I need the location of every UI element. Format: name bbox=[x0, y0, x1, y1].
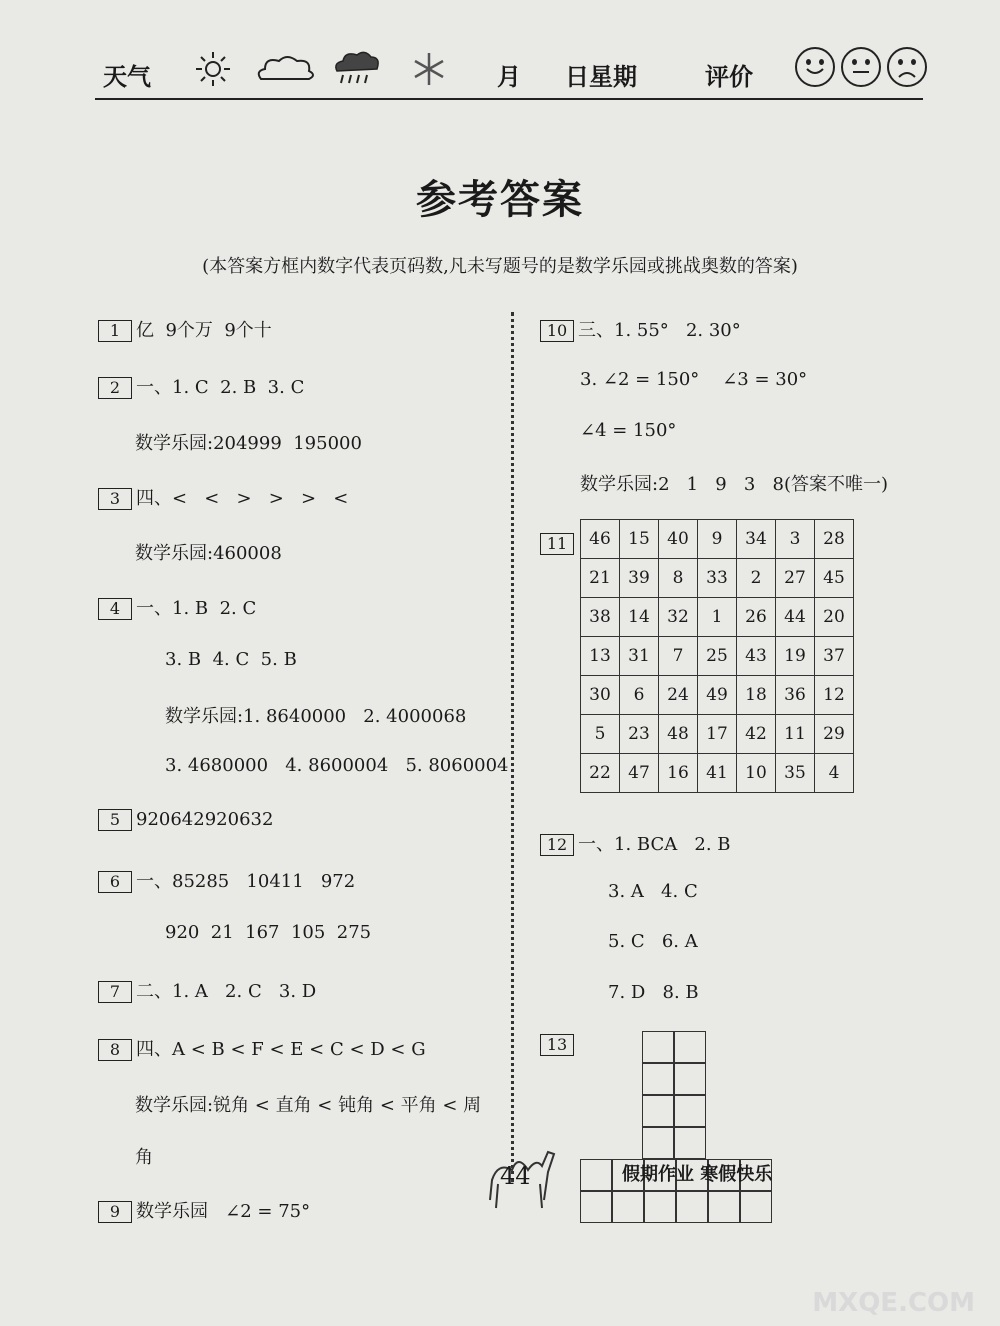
grid-cell: 32 bbox=[659, 598, 698, 637]
grid-row bbox=[581, 754, 854, 793]
answer-6: 6 一、85285 10411 972 bbox=[98, 867, 355, 893]
answer-4: 4 一、1. B 2. C bbox=[98, 594, 256, 620]
grid-cell: 23 bbox=[620, 715, 659, 754]
grid-cell: 6 bbox=[620, 676, 659, 715]
answer-6-line: 920 21 167 105 275 bbox=[165, 922, 372, 943]
weather-label: 天气 bbox=[103, 63, 151, 91]
grid-cell: 3 bbox=[776, 520, 815, 559]
grid-cell: 19 bbox=[776, 637, 815, 676]
page-number: 44 bbox=[500, 1162, 531, 1190]
net-cell bbox=[642, 1095, 674, 1127]
grid-cell: 22 bbox=[581, 754, 620, 793]
grid-cell: 9 bbox=[698, 520, 737, 559]
grid-cell: 25 bbox=[698, 637, 737, 676]
answer-10: 10 三、1. 55° 2. 30° bbox=[540, 316, 741, 342]
grid-cell: 30 bbox=[581, 676, 620, 715]
grid-cell: 28 bbox=[815, 520, 854, 559]
answer-10-line: 3. ∠2 = 150° ∠3 = 30° bbox=[580, 369, 808, 390]
grid-cell: 5 bbox=[581, 715, 620, 754]
grid-cell: 44 bbox=[776, 598, 815, 637]
net-cell bbox=[642, 1127, 674, 1159]
answer-12-line: 5. C 6. A bbox=[608, 931, 698, 952]
net-cell bbox=[708, 1191, 740, 1223]
net-cell bbox=[612, 1191, 644, 1223]
grid-cell: 11 bbox=[776, 715, 815, 754]
answer-8-line: 角 bbox=[135, 1147, 153, 1168]
net-cell bbox=[642, 1031, 674, 1063]
grid-cell: 37 bbox=[815, 637, 854, 676]
sun-icon bbox=[195, 51, 231, 87]
answer-12-line: 7. D 8. B bbox=[608, 982, 699, 1003]
grid-cell: 34 bbox=[737, 520, 776, 559]
grid-cell: 42 bbox=[737, 715, 776, 754]
grid-cell: 47 bbox=[620, 754, 659, 793]
cloud-icon bbox=[255, 53, 317, 85]
answer-12: 12 一、1. BCA 2. B bbox=[540, 830, 731, 856]
sad-face-icon bbox=[887, 47, 927, 87]
grid-cell: 33 bbox=[698, 559, 737, 598]
answer-10-line: 数学乐园:2 1 9 3 8(答案不唯一) bbox=[580, 474, 889, 495]
grid-cell: 2 bbox=[737, 559, 776, 598]
answer-7: 7 二、1. A 2. C 3. D bbox=[98, 977, 316, 1003]
net-cell bbox=[580, 1191, 612, 1223]
grid-cell: 35 bbox=[776, 754, 815, 793]
grid-cell: 48 bbox=[659, 715, 698, 754]
day-weekday-label: 日星期 bbox=[565, 63, 637, 91]
answer-2: 2 一、1. C 2. B 3. C bbox=[98, 373, 304, 399]
net-cell bbox=[642, 1063, 674, 1095]
answer-5: 5 920642920632 bbox=[98, 809, 273, 831]
snow-icon bbox=[411, 51, 447, 87]
net-cell bbox=[674, 1031, 706, 1063]
grid-cell: 46 bbox=[581, 520, 620, 559]
grid-cell: 7 bbox=[659, 637, 698, 676]
grid-cell: 31 bbox=[620, 637, 659, 676]
grid-cell: 26 bbox=[737, 598, 776, 637]
grid-cell: 14 bbox=[620, 598, 659, 637]
grid-row bbox=[581, 559, 854, 598]
grid-cell: 12 bbox=[815, 676, 854, 715]
grid-cell: 38 bbox=[581, 598, 620, 637]
grid-cell: 40 bbox=[659, 520, 698, 559]
answer-3-line: 数学乐园:460008 bbox=[135, 543, 282, 564]
page-title: 参考答案 bbox=[416, 177, 584, 223]
grid-cell: 27 bbox=[776, 559, 815, 598]
smile-face-icon bbox=[795, 47, 835, 87]
grid-cell: 17 bbox=[698, 715, 737, 754]
grid-cell: 1 bbox=[698, 598, 737, 637]
answer-4-line: 数学乐园:1. 8640000 2. 4000068 bbox=[165, 706, 467, 727]
magic-square-grid bbox=[580, 519, 854, 793]
grid-row bbox=[581, 715, 854, 754]
grid-cell: 10 bbox=[737, 754, 776, 793]
answer-4-line: 3. B 4. C 5. B bbox=[165, 649, 297, 670]
watermark: MXQE.COM bbox=[812, 1288, 975, 1318]
column-divider bbox=[511, 312, 514, 1182]
answer-1: 1 亿 9个万 9个十 bbox=[98, 316, 272, 342]
net-cell bbox=[580, 1159, 612, 1191]
grid-cell: 16 bbox=[659, 754, 698, 793]
grid-cell: 41 bbox=[698, 754, 737, 793]
answer-11: 11 bbox=[540, 533, 578, 555]
net-cell bbox=[674, 1127, 706, 1159]
grid-cell: 18 bbox=[737, 676, 776, 715]
answer-9: 9 数学乐园 ∠2 = 75° bbox=[98, 1197, 310, 1223]
grid-row bbox=[581, 598, 854, 637]
month-label: 月 bbox=[497, 63, 521, 91]
grid-row bbox=[581, 520, 854, 559]
answer-13: 13 bbox=[540, 1034, 578, 1056]
grid-cell: 39 bbox=[620, 559, 659, 598]
grid-cell: 24 bbox=[659, 676, 698, 715]
answer-12-line: 3. A 4. C bbox=[608, 881, 698, 902]
net-cell bbox=[644, 1191, 676, 1223]
grid-cell: 29 bbox=[815, 715, 854, 754]
rain-icon bbox=[333, 49, 381, 89]
net-cell bbox=[674, 1063, 706, 1095]
rating-label: 评价 bbox=[705, 63, 753, 91]
answer-3: 3 四、< < > > > < bbox=[98, 484, 348, 510]
answer-4-line: 3. 4680000 4. 8600004 5. 8060004 bbox=[165, 755, 509, 776]
grid-cell: 49 bbox=[698, 676, 737, 715]
grid-cell: 8 bbox=[659, 559, 698, 598]
grid-cell: 43 bbox=[737, 637, 776, 676]
answer-8-line: 数学乐园:锐角 < 直角 < 钝角 < 平角 < 周 bbox=[135, 1095, 482, 1116]
net-cell bbox=[740, 1191, 772, 1223]
grid-cell: 21 bbox=[581, 559, 620, 598]
answer-2-line: 数学乐园:204999 195000 bbox=[135, 433, 362, 454]
answer-note: (本答案方框内数字代表页码数,凡未写题号的是数学乐园或挑战奥数的答案) bbox=[202, 256, 798, 277]
grid-cell: 45 bbox=[815, 559, 854, 598]
neutral-face-icon bbox=[841, 47, 881, 87]
grid-cell: 13 bbox=[581, 637, 620, 676]
grid-cell: 15 bbox=[620, 520, 659, 559]
net-cell bbox=[674, 1095, 706, 1127]
answer-8: 8 四、A < B < F < E < C < D < G bbox=[98, 1035, 426, 1061]
series-label: 假期作业 寒假快乐 bbox=[622, 1164, 773, 1185]
header-divider bbox=[95, 98, 923, 100]
net-cell bbox=[676, 1191, 708, 1223]
grid-row bbox=[581, 676, 854, 715]
grid-cell: 4 bbox=[815, 754, 854, 793]
grid-cell: 36 bbox=[776, 676, 815, 715]
grid-row bbox=[581, 637, 854, 676]
grid-cell: 20 bbox=[815, 598, 854, 637]
header-bar bbox=[95, 45, 925, 97]
answer-10-line: ∠4 = 150° bbox=[580, 420, 677, 441]
